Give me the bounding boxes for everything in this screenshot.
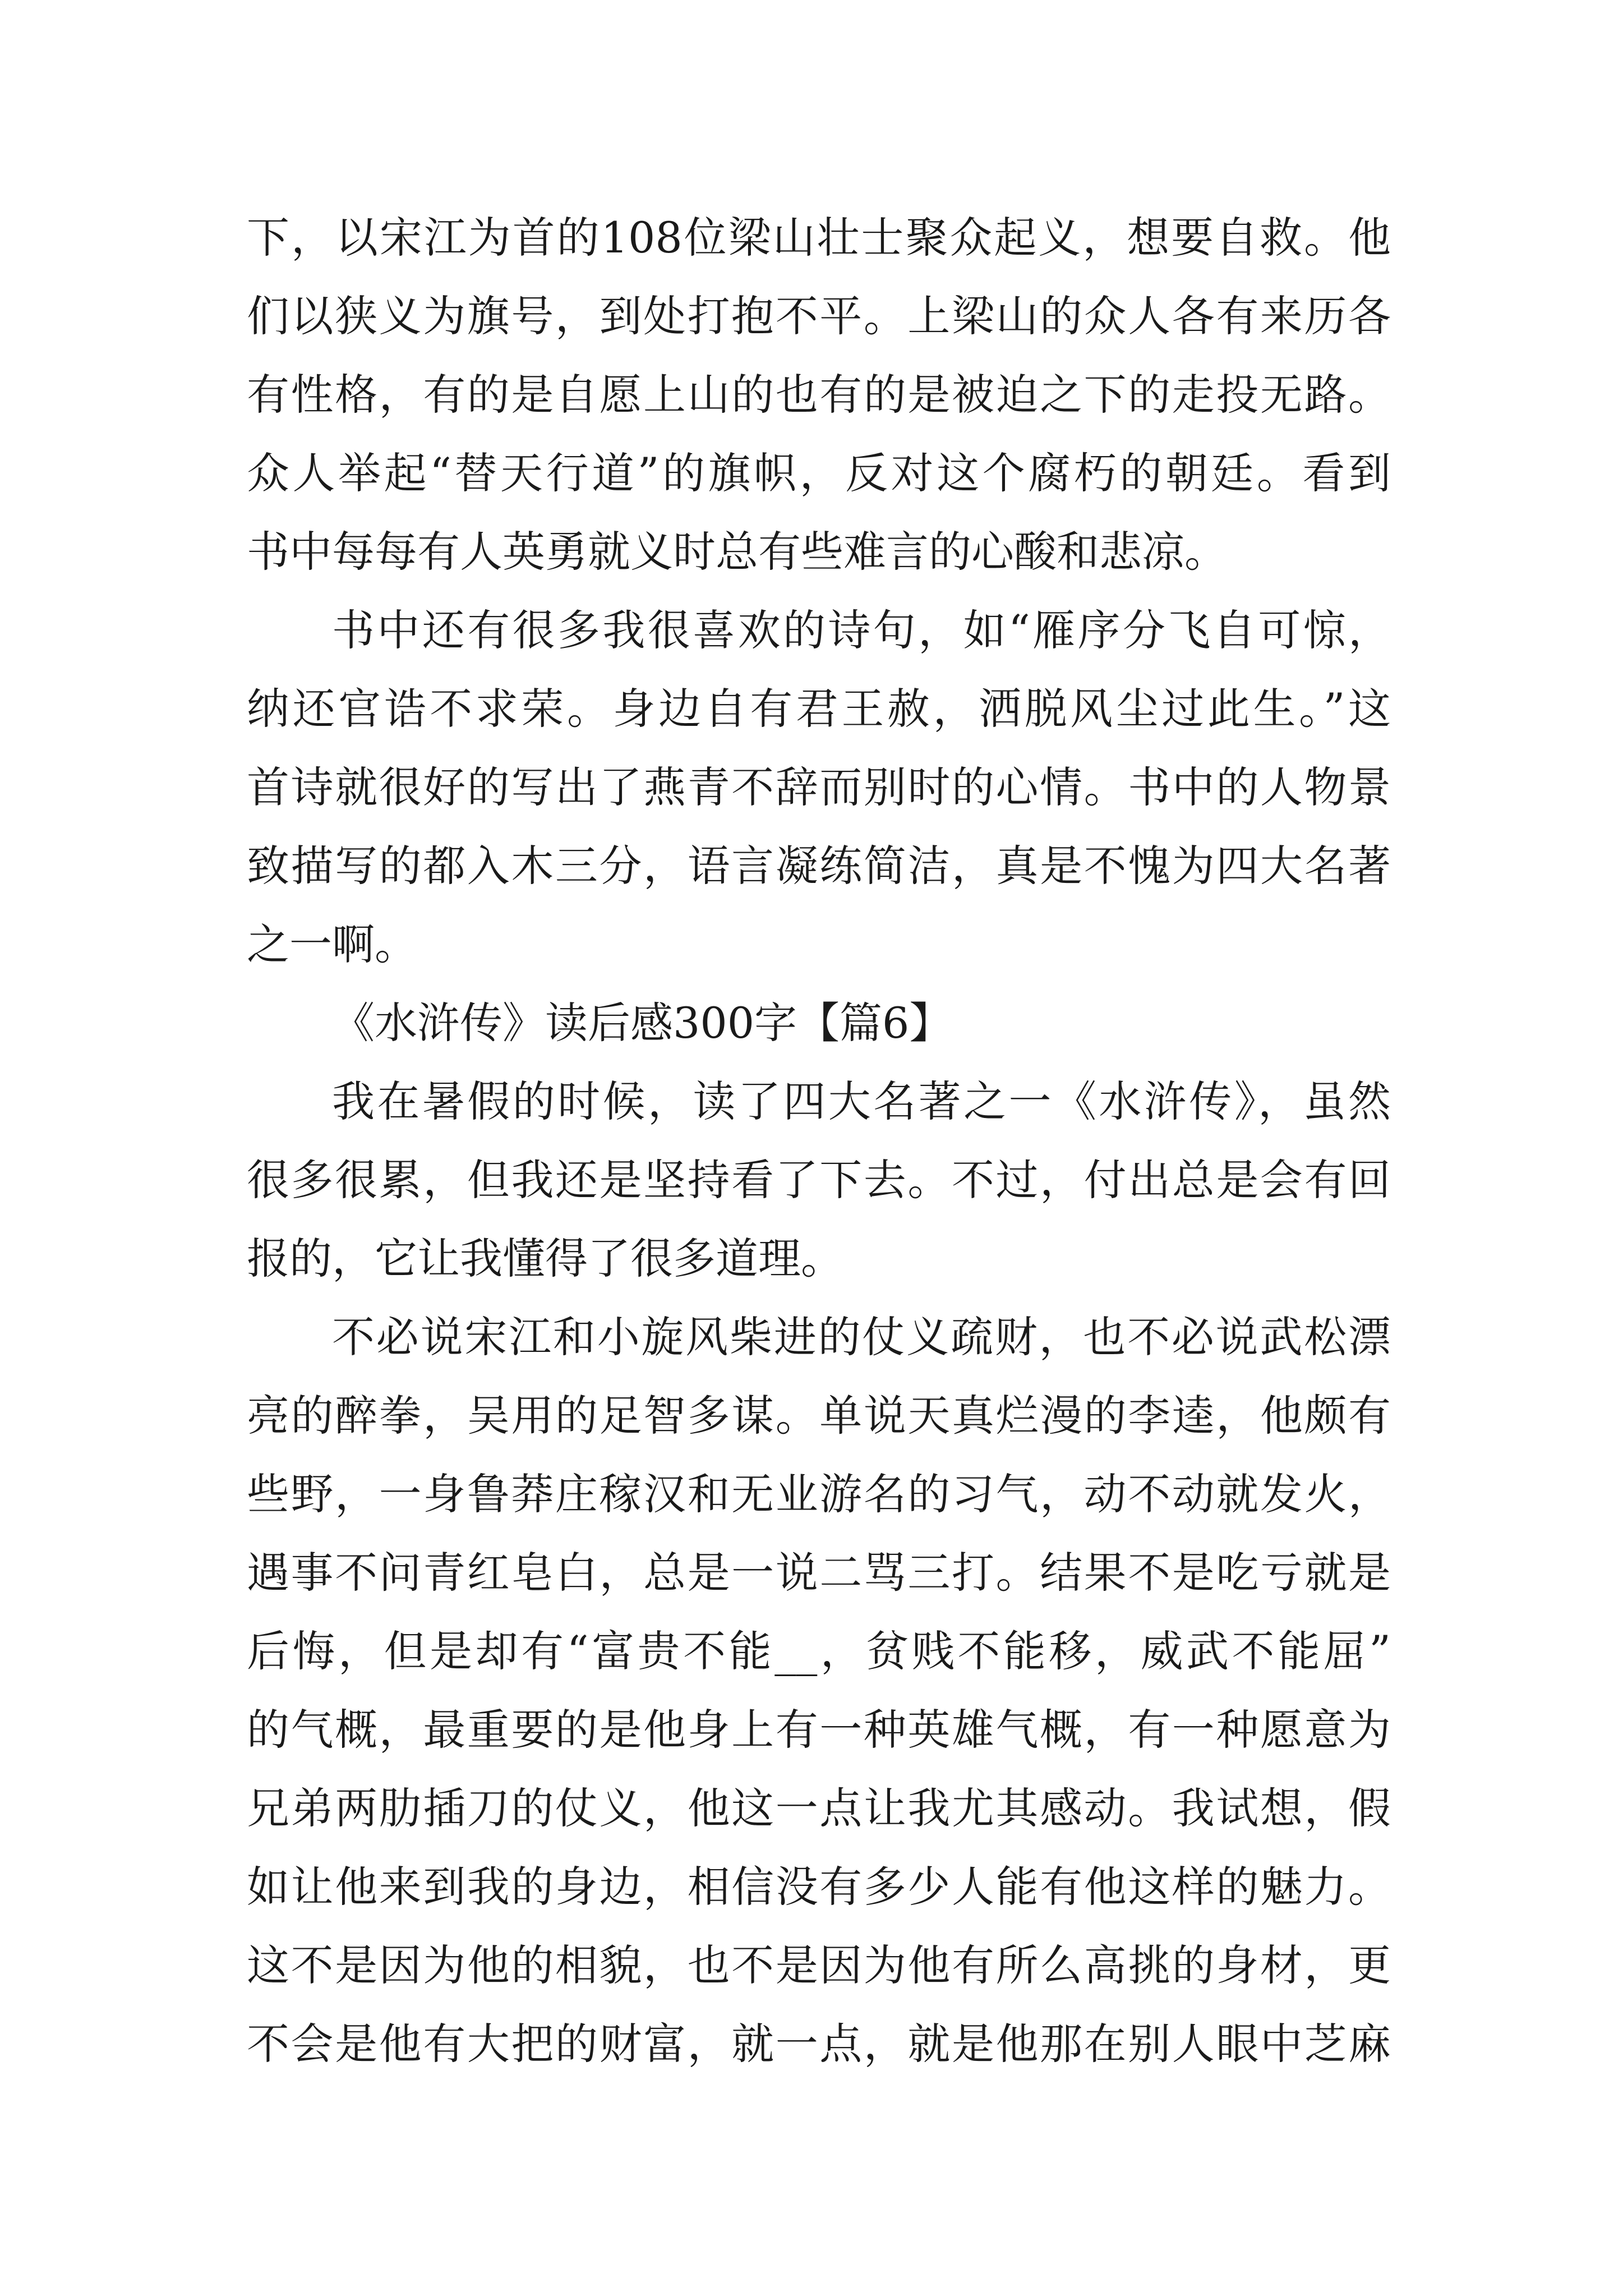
text-line: 有性格，有的是自愿上山的也有的是被迫之下的走投无路。 xyxy=(247,370,1391,420)
text-line: 之一啊。 xyxy=(247,919,417,969)
text-line: 不会是他有大把的财富，就一点，就是他那在别人眼中芝麻 xyxy=(247,2019,1391,2069)
text-line: 众人举起“替天行道”的旗帜，反对这个腐朽的朝廷。看到 xyxy=(247,448,1391,498)
text-line: 不必说宋江和小旋风柴进的仗义疏财，也不必说武松漂 xyxy=(332,1312,1391,1362)
text-line: 书中每每有人英勇就义时总有些难言的心酸和悲凉。 xyxy=(247,527,1227,577)
text-line: 这不是因为他的相貌，也不是因为他有所么高挑的身材，更 xyxy=(247,1940,1391,1990)
text-line: 些野，一身鲁莽庄稼汉和无业游名的习气，动不动就发火， xyxy=(247,1469,1391,1519)
text-line: 亮的醉拳，吴用的足智多谋。单说天真烂漫的李逵，他颇有 xyxy=(247,1391,1391,1441)
text-line: 很多很累，但我还是坚持看了下去。不过，付出总是会有回 xyxy=(247,1155,1391,1205)
text-line: 们以狭义为旗号，到处打抱不平。上梁山的众人各有来历各 xyxy=(247,291,1391,341)
text-line: 纳还官诰不求荣。身边自有君王赦，洒脱风尘过此生。”这 xyxy=(247,684,1391,734)
text-line: 下，以宋江为首的108位梁山壮士聚众起义，想要自救。他 xyxy=(247,213,1391,263)
text-line: 如让他来到我的身边，相信没有多少人能有他这样的魅力。 xyxy=(247,1862,1391,1912)
text-line: 致描写的都入木三分，语言凝练简洁，真是不愧为四大名著 xyxy=(247,841,1391,891)
text-line: 的气概，最重要的是他身上有一种英雄气概，有一种愿意为 xyxy=(247,1705,1391,1755)
text-line: 后悔，但是却有“富贵不能__，贫贱不能移，威武不能屈” xyxy=(247,1626,1391,1676)
body-text xyxy=(247,199,1391,2083)
text-line: 《水浒传》读后感300字【篇6】 xyxy=(332,998,952,1048)
text-line: 报的，它让我懂得了很多道理。 xyxy=(247,1234,843,1283)
text-line: 首诗就很好的写出了燕青不辞而别时的心情。书中的人物景 xyxy=(247,762,1391,812)
text-line: 遇事不问青红皂白，总是一说二骂三打。结果不是吃亏就是 xyxy=(247,1548,1391,1598)
text-line: 我在暑假的时候，读了四大名著之一《水浒传》，虽然 xyxy=(332,1076,1391,1126)
text-line: 书中还有很多我很喜欢的诗句，如“雁序分飞自可惊， xyxy=(332,605,1391,655)
text-line: 兄弟两肋插刀的仗义，他这一点让我尤其感动。我试想，假 xyxy=(247,1783,1391,1833)
